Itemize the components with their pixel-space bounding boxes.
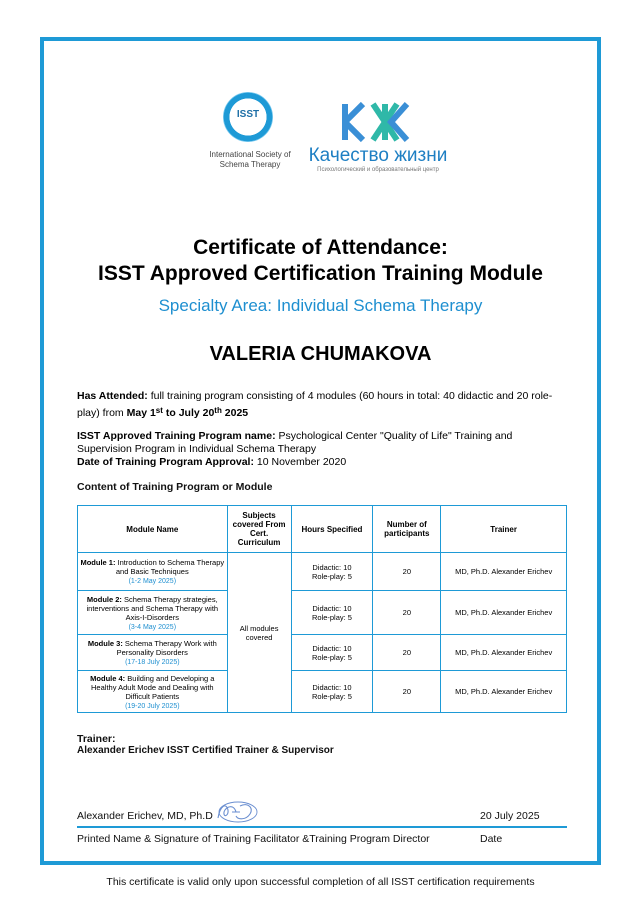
signatory-name: Alexander Erichev, MD, Ph.D <box>77 810 213 822</box>
table-row <box>78 553 567 591</box>
attended-text: full training program consisting of 4 modules (60 hours in total: 40 didactic and 20 role-play) from <box>77 390 553 419</box>
header-participants: Number of participants <box>373 506 441 553</box>
kzh-name: Качество жизни <box>308 145 448 166</box>
trainer-value: Alexander Erichev ISST Certified Trainer & Supervisor <box>77 745 334 756</box>
validity-note: This certificate is valid only upon successful completion of all ISST certification requirements <box>106 876 535 888</box>
trainer-cell: MD, Ph.D. Alexander Erichev <box>441 591 567 635</box>
certificate-title-line2: ISST Approved Certification Training Module <box>98 262 543 285</box>
isst-org-line2: Schema Therapy <box>219 160 281 169</box>
header-module-name: Module Name <box>78 506 228 553</box>
isst-org-line1: International Society of <box>209 150 291 159</box>
kzh-monogram-icon <box>333 102 423 142</box>
approval-date-label: Date of Training Program Approval: <box>77 456 254 468</box>
header-trainer: Trainer <box>441 506 567 553</box>
participants-cell: 20 <box>373 553 441 591</box>
program-info <box>77 430 564 469</box>
handwritten-signature <box>214 800 258 824</box>
participants-cell: 20 <box>373 635 441 671</box>
program-name-label: ISST Approved Training Program name: <box>77 430 276 442</box>
certificate-title-line1: Certificate of Attendance: <box>193 236 448 259</box>
signature-label: Printed Name & Signature of Training Facilitator &Training Program Director <box>77 833 430 845</box>
attended-to: July 20th <box>178 406 222 419</box>
hours-cell: Didactic: 10 Role-play: 5 <box>291 553 373 591</box>
attended-label: Has Attended: <box>77 390 148 402</box>
signature-line <box>77 826 567 828</box>
isst-org-name <box>200 150 300 170</box>
hours-cell: Didactic: 10 Role-play: 5 <box>291 635 373 671</box>
subjects-covered-cell: All modules covered <box>227 553 291 713</box>
module-cell: Module 1: Introduction to Schema Therapy and Basic Techniques (1-2 May 2025) <box>78 553 228 591</box>
attendance-statement <box>77 388 564 422</box>
attended-year: 2025 <box>224 407 249 419</box>
attended-to-word: to <box>165 407 176 419</box>
program-name-value: Psychological Center "Quality of Life" Training and Supervision Program in Individual Schema Therapy <box>77 430 513 455</box>
module-cell: Module 4: Building and Developing a Healthy Adult Mode and Dealing with Difficult Patients (19-20 July 2025) <box>78 671 228 713</box>
specialty-area: Specialty Area: Individual Schema Therapy <box>158 296 483 315</box>
hours-cell: Didactic: 10 Role-play: 5 <box>291 591 373 635</box>
module-cell: Module 2: Schema Therapy strategies, interventions and Schema Therapy with Axis-I-Disorders (3-4 May 2025) <box>78 591 228 635</box>
isst-abbrev: ISST <box>236 109 260 120</box>
recipient-name: VALERIA CHUMAKOVA <box>209 343 432 365</box>
module-cell: Module 3: Schema Therapy Work with Personality Disorders (17-18 July 2025) <box>78 635 228 671</box>
trainer-cell: MD, Ph.D. Alexander Erichev <box>441 671 567 713</box>
program-table <box>77 505 567 713</box>
table-row <box>78 671 567 713</box>
kzh-subtitle: Психологический и образовательный центр <box>317 167 439 173</box>
header-hours: Hours Specified <box>291 506 373 553</box>
signature-date: 20 July 2025 <box>480 810 540 822</box>
participants-cell: 20 <box>373 671 441 713</box>
table-header-row <box>78 506 567 553</box>
content-heading: Content of Training Program or Module <box>77 481 273 493</box>
quality-of-life-logo <box>303 102 453 172</box>
hours-cell: Didactic: 10 Role-play: 5 <box>291 671 373 713</box>
date-label: Date <box>480 833 503 845</box>
trainer-cell: MD, Ph.D. Alexander Erichev <box>441 635 567 671</box>
header-subjects: Subjects covered From Cert. Curriculum <box>227 506 291 553</box>
trainer-heading: Trainer: <box>77 733 116 745</box>
approval-date-value: 10 November 2020 <box>256 456 347 468</box>
isst-logo <box>200 92 300 172</box>
participants-cell: 20 <box>373 591 441 635</box>
trainer-cell: MD, Ph.D. Alexander Erichev <box>441 553 567 591</box>
attended-from: May 1st <box>126 406 163 419</box>
table-row <box>78 635 567 671</box>
table-row <box>78 591 567 635</box>
